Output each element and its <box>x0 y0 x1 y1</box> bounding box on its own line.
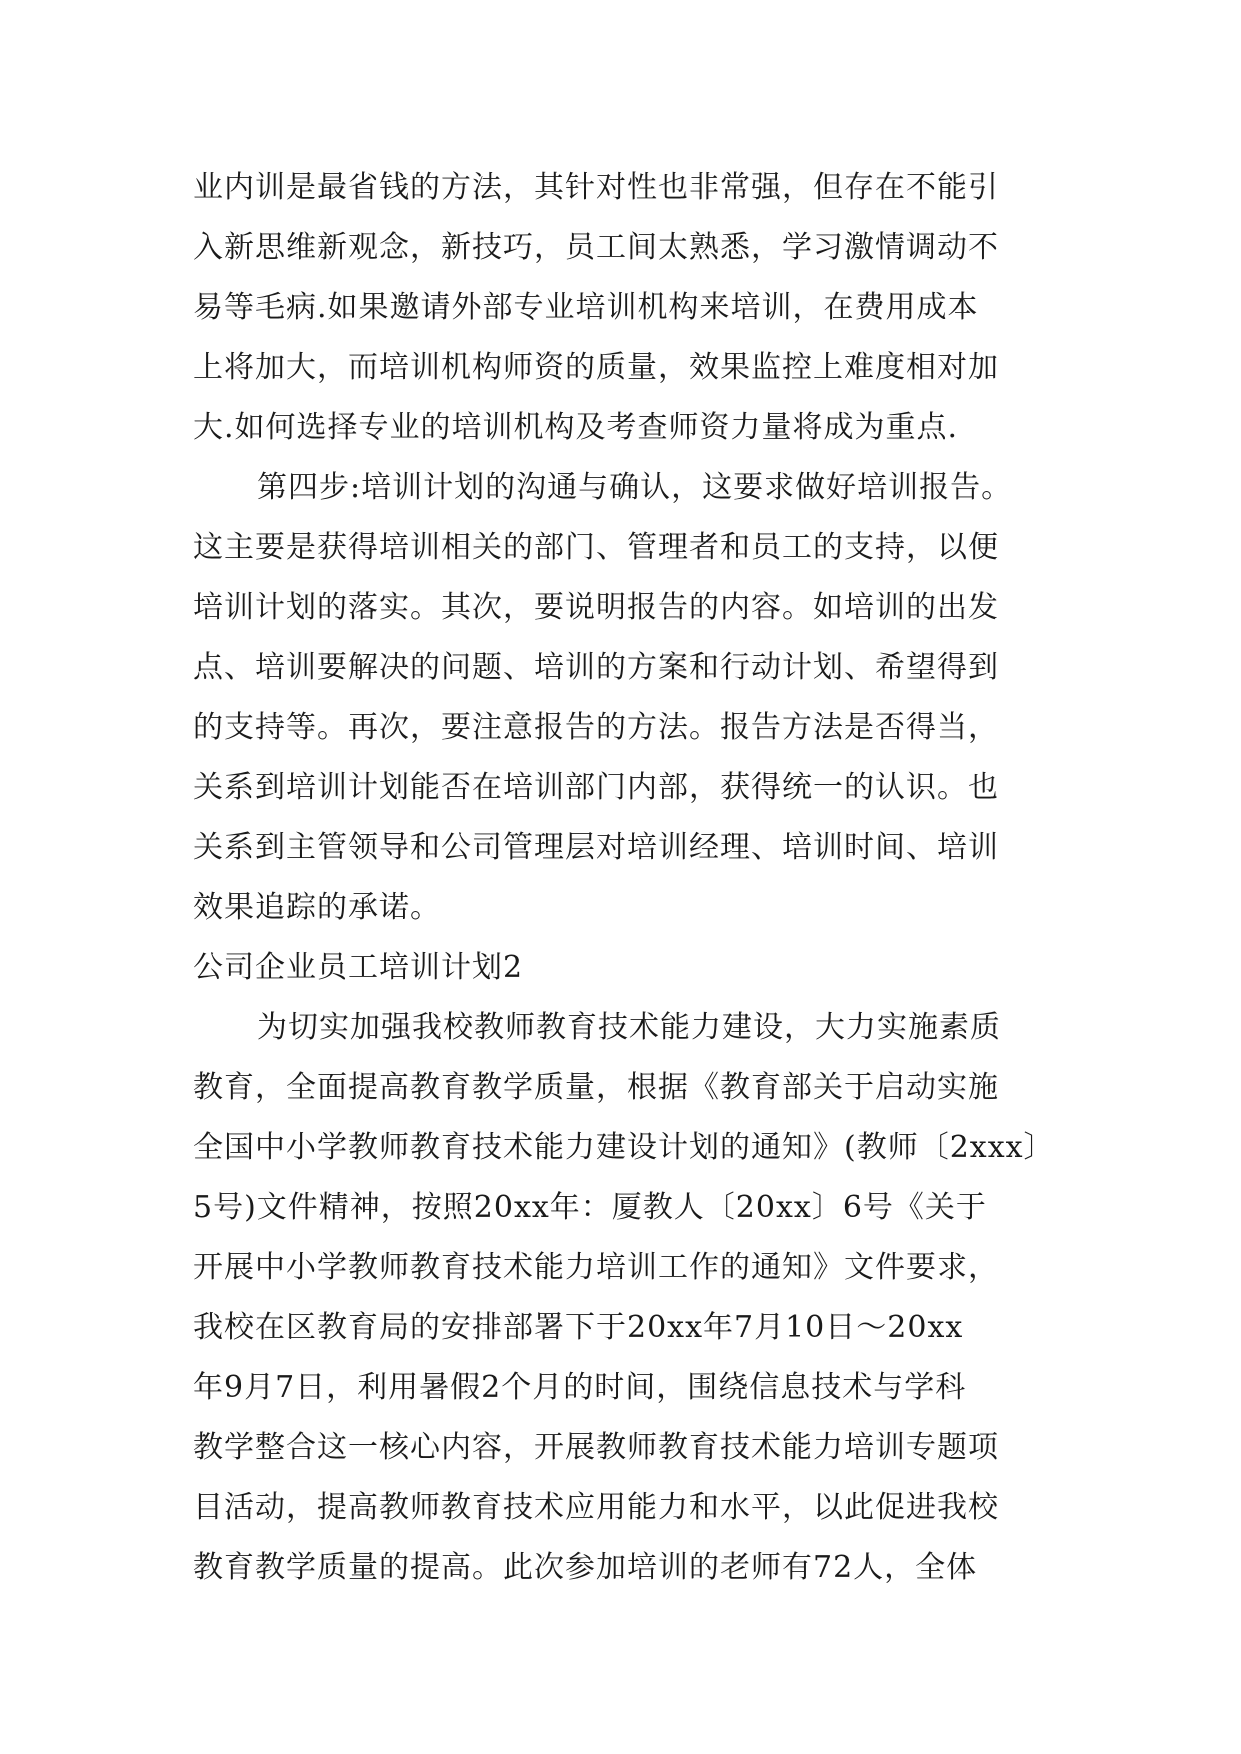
paragraph-3-line-10: 教育教学质量的提高。此次参加培训的老师有72人，全体 <box>193 1550 978 1585</box>
paragraph-3-line-2: 教育，全面提高教育教学质量，根据《教育部关于启动实施 <box>193 1070 999 1105</box>
paragraph-1-line-5: 大.如何选择专业的培训机构及考查师资力量将成为重点. <box>193 410 959 445</box>
paragraph-3-line-9: 目活动，提高教师教育技术应用能力和水平，以此促进我校 <box>193 1490 999 1525</box>
paragraph-2-line-3: 培训计划的落实。其次，要说明报告的内容。如培训的出发 <box>193 590 999 625</box>
paragraph-3-line-5: 开展中小学教师教育技术能力培训工作的通知》文件要求， <box>193 1250 999 1285</box>
paragraph-3-line-1: 为切实加强我校教师教育技术能力建设，大力实施素质 <box>257 1010 1001 1045</box>
paragraph-2-line-8: 效果追踪的承诺。 <box>193 890 441 925</box>
paragraph-1-line-4: 上将加大，而培训机构师资的质量，效果监控上难度相对加 <box>193 350 999 385</box>
paragraph-2-line-5: 的支持等。再次，要注意报告的方法。报告方法是否得当， <box>193 710 999 745</box>
paragraph-2-line-6: 关系到培训计划能否在培训部门内部，获得统一的认识。也 <box>193 770 999 805</box>
paragraph-1-line-1: 业内训是最省钱的方法，其针对性也非常强，但存在不能引 <box>193 170 999 205</box>
paragraph-3-line-6: 我校在区教育局的安排部署下于20xx年7月10日～20xx <box>193 1310 964 1345</box>
document-body <box>193 158 1073 1598</box>
section-title: 公司企业员工培训计划2 <box>193 950 524 985</box>
paragraph-3-line-3: 全国中小学教师教育技术能力建设计划的通知》(教师〔2xxx〕 <box>193 1130 1055 1165</box>
paragraph-2-line-2: 这主要是获得培训相关的部门、管理者和员工的支持，以便 <box>193 530 999 565</box>
paragraph-3-line-8: 教学整合这一核心内容，开展教师教育技术能力培训专题项 <box>193 1430 999 1465</box>
paragraph-3-line-7: 年9月7日，利用暑假2个月的时间，围绕信息技术与学科 <box>193 1370 967 1405</box>
paragraph-1-line-3: 易等毛病.如果邀请外部专业培训机构来培训，在费用成本 <box>193 290 979 325</box>
paragraph-2-line-1: 第四步:培训计划的沟通与确认，这要求做好培训报告。 <box>257 470 1013 505</box>
paragraph-2-line-7: 关系到主管领导和公司管理层对培训经理、培训时间、培训 <box>193 830 999 865</box>
paragraph-3-line-4: 5号)文件精神，按照20xx年：厦教人〔20xx〕6号《关于 <box>193 1190 987 1225</box>
paragraph-2-line-4: 点、培训要解决的问题、培训的方案和行动计划、希望得到 <box>193 650 999 685</box>
paragraph-1-line-2: 入新思维新观念，新技巧，员工间太熟悉，学习激情调动不 <box>193 230 999 265</box>
